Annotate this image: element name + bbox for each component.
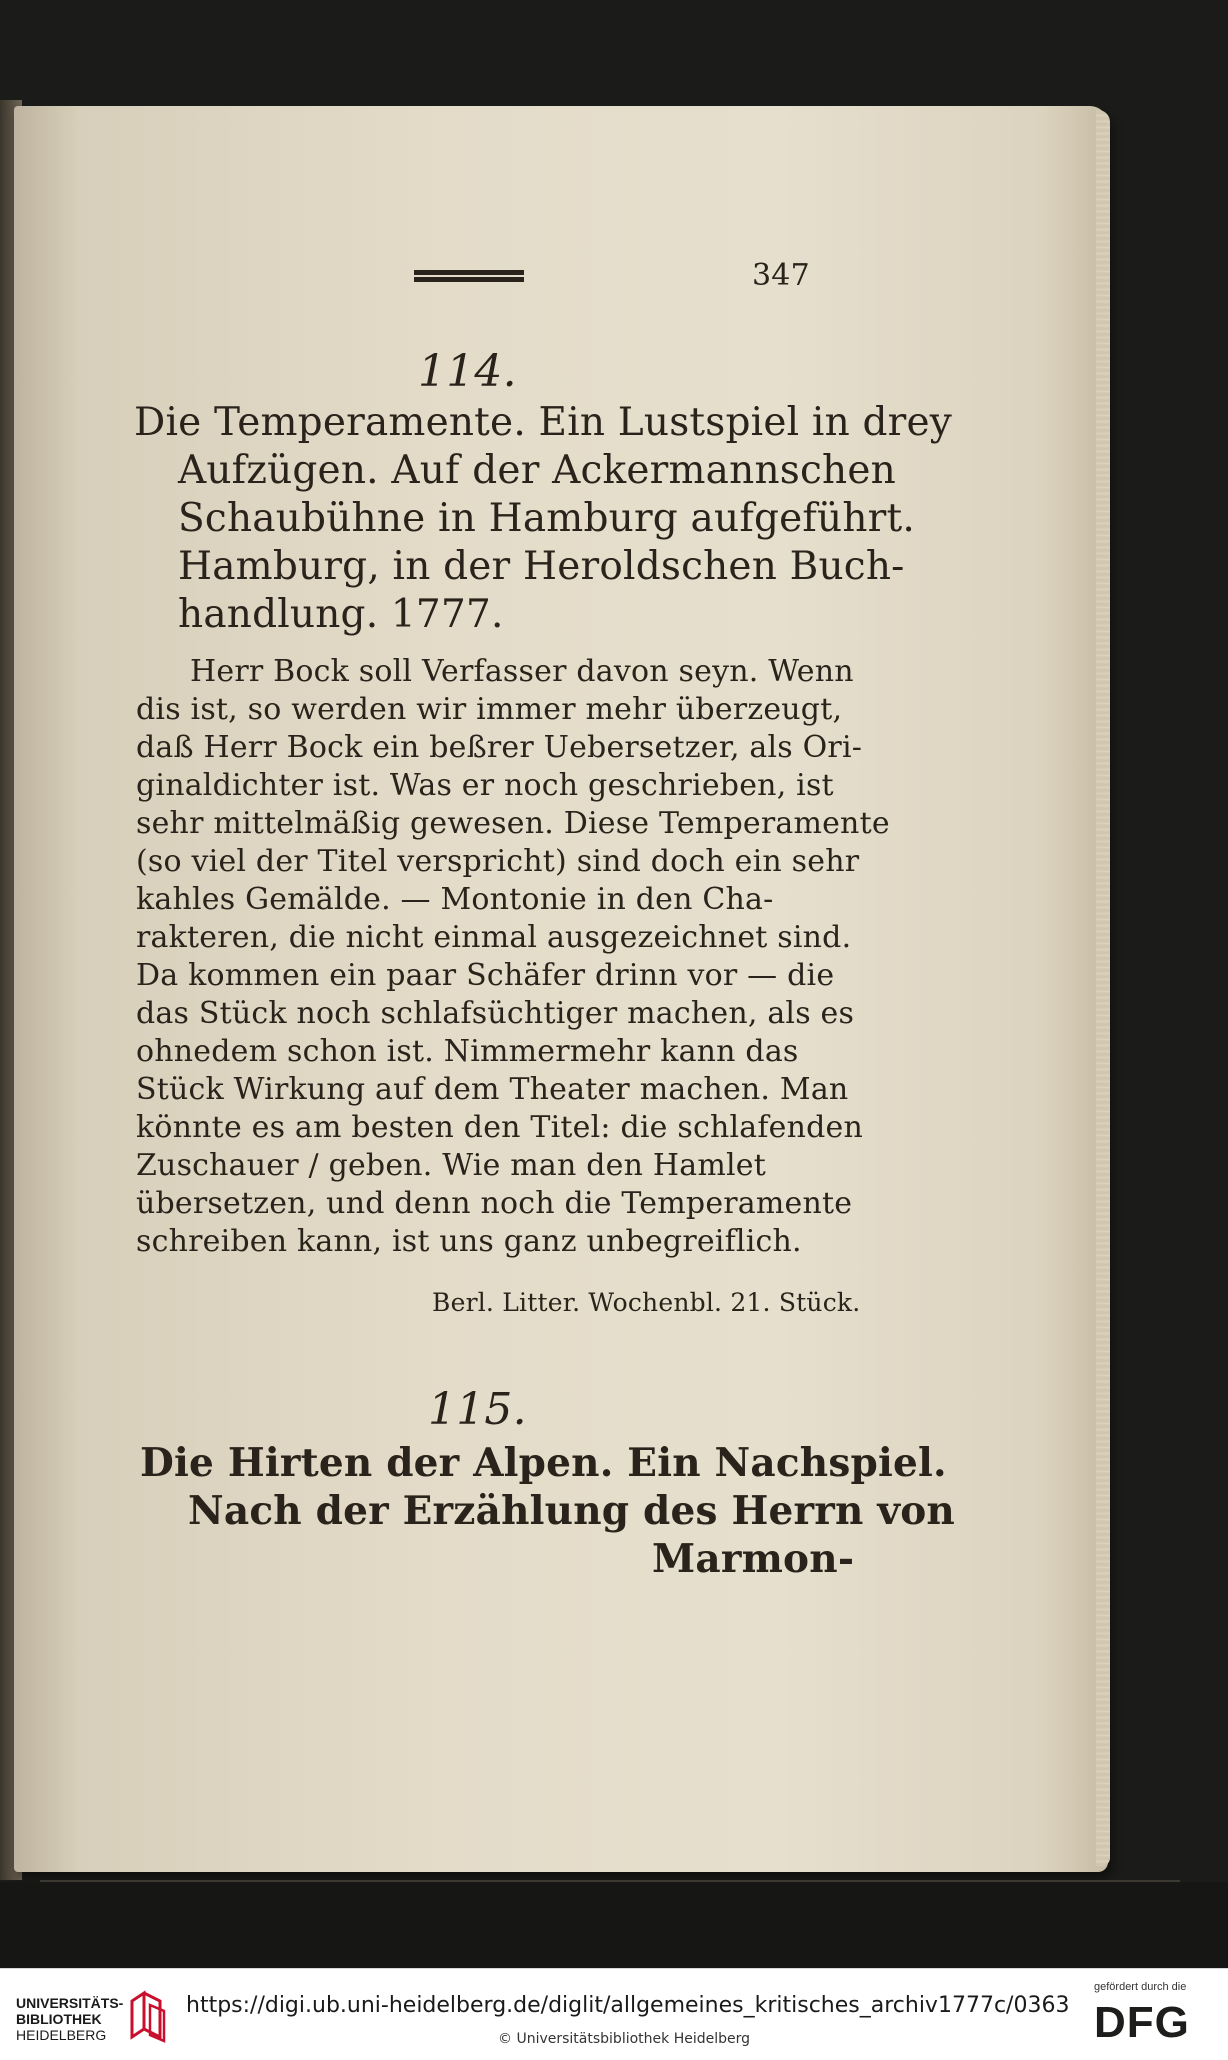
dfg-logo[interactable]: DFG (1094, 1998, 1190, 2047)
entry-title-line: Schaubühne in Hamburg aufgeführt. (178, 496, 915, 541)
page-edge (1096, 110, 1110, 1866)
entry-title-line: handlung. 1777. (178, 592, 504, 637)
library-logo[interactable] (16, 1995, 123, 2043)
review-text-line: ohnedem schon ist. Nimmermehr kann das (136, 1034, 799, 1069)
page-number: 347 (752, 258, 810, 293)
entry-title-line: Hamburg, in der Heroldschen Buch- (178, 544, 905, 589)
library-emblem-icon (124, 1987, 170, 2045)
source-reference: Berl. Litter. Wochenbl. 21. Stück. (432, 1288, 861, 1317)
library-name-line: HEIDELBERG (16, 2027, 107, 2043)
review-text-line: schreiben kann, ist uns ganz unbegreiflich. (136, 1224, 802, 1259)
review-text-line: daß Herr Bock ein beßrer Uebersetzer, als Ori- (136, 730, 863, 765)
library-name-line: BIBLIOTHEK (16, 2011, 102, 2027)
review-text-line: dis ist, so werden wir immer mehr überzeugt, (136, 692, 843, 727)
entry-title-line: Die Temperamente. Ein Lustspiel in drey (134, 400, 953, 445)
review-text-line: übersetzen, und denn noch die Temperamente (136, 1186, 853, 1221)
review-text-line: kahles Gemälde. — Montonie in den Cha- (136, 882, 774, 917)
funder-label: gefördert durch die (1094, 1981, 1187, 1993)
header-double-rule (414, 270, 524, 282)
review-text-line: sehr mittelmäßig gewesen. Diese Temperamente (136, 806, 890, 841)
review-text-line: (so viel der Titel verspricht) sind doch ein sehr (136, 844, 860, 879)
review-text-line: ginaldichter ist. Was er noch geschrieben, ist (136, 768, 834, 803)
entry-number: 114. (418, 346, 517, 397)
review-text-line: Stück Wirkung auf dem Theater machen. Man (136, 1072, 849, 1107)
entry-title-line: Die Hirten der Alpen. Ein Nachspiel. (140, 1440, 947, 1486)
review-text-line: Herr Bock soll Verfasser davon seyn. Wenn (190, 654, 854, 689)
review-text-line: Da kommen ein paar Schäfer drinn vor — die (136, 958, 835, 993)
review-text-line: rakteren, die nicht einmal ausgezeichnet sind. (136, 920, 852, 955)
entry-title-line: Nach der Erzählung des Herrn von (188, 1488, 955, 1534)
scan-background-strip (0, 1882, 1228, 1968)
entry-title-line: Marmon- (652, 1536, 855, 1582)
viewer-footer (0, 1968, 1228, 2060)
entry-number: 115. (428, 1384, 527, 1435)
review-text-line: das Stück noch schlafsüchtiger machen, als es (136, 996, 855, 1031)
copyright-notice: © Universitätsbibliothek Heidelberg (498, 2031, 751, 2047)
permalink-url[interactable]: https://digi.ub.uni-heidelberg.de/diglit/allgemeines_kritisches_archiv1777c/0363 (186, 1993, 1070, 2018)
entry-title-line: Aufzügen. Auf der Ackermannschen (178, 448, 896, 493)
review-text-line: Zuschauer / geben. Wie man den Hamlet (136, 1148, 766, 1183)
review-text-line: könnte es am besten den Titel: die schlafenden (136, 1110, 864, 1145)
library-name-line: UNIVERSITÄTS- (16, 1995, 124, 2011)
